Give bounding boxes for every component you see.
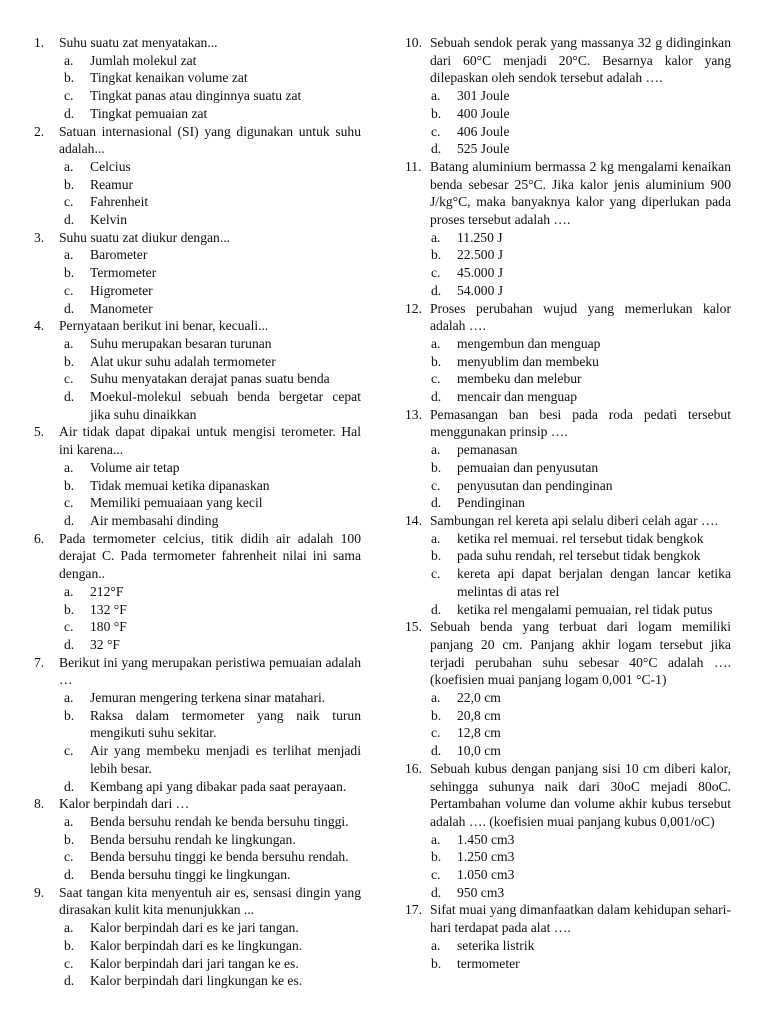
answer-option (405, 282, 731, 300)
answer-option (405, 742, 731, 760)
answer-options (405, 831, 731, 902)
option-letter: b. (64, 265, 75, 281)
option-letter: a. (64, 583, 74, 599)
question-item (34, 654, 361, 796)
option-text: 400 Joule (457, 105, 510, 121)
option-letter: c. (64, 88, 74, 104)
option-text: Air membasahi dinding (90, 512, 219, 528)
answer-option (405, 547, 731, 565)
question-number: 13. (405, 406, 422, 422)
answer-options (405, 87, 731, 158)
question-number: 5. (34, 424, 45, 440)
option-text: 54.000 J (457, 282, 504, 298)
answer-option (34, 353, 361, 371)
option-letter: c. (431, 566, 441, 582)
option-text: Fahrenheit (90, 194, 149, 210)
option-letter: a. (431, 690, 441, 706)
question-text: Satuan internasional (SI) yang digunakan untuk suhu adalah... (59, 123, 361, 157)
option-text: menyublim dan membeku (457, 353, 599, 369)
question-stem (34, 123, 361, 158)
answer-option (405, 370, 731, 388)
question-stem (405, 300, 731, 335)
option-text: Kelvin (90, 212, 127, 228)
question-item (34, 229, 361, 318)
question-item (405, 512, 731, 618)
option-text: Jumlah molekul zat (90, 52, 197, 68)
option-letter: c. (431, 725, 441, 741)
option-text: 11.250 J (457, 229, 503, 245)
question-stem (405, 901, 731, 936)
option-letter: c. (64, 282, 74, 298)
answer-options (34, 919, 361, 990)
question-text: Air tidak dapat dipakai untuk mengisi terometer. Hal ini karena... (59, 424, 361, 458)
option-text: Jemuran mengering terkena sinar matahari. (90, 690, 326, 706)
option-letter: b. (64, 353, 75, 369)
answer-options (34, 335, 361, 424)
option-text: 22,0 cm (457, 690, 501, 706)
option-letter: b. (431, 459, 442, 475)
option-letter: a. (431, 88, 441, 104)
answer-option (34, 636, 361, 654)
option-letter: b. (64, 831, 75, 847)
question-item (34, 423, 361, 529)
answer-option (34, 87, 361, 105)
answer-option (405, 105, 731, 123)
option-letter: d. (64, 636, 75, 652)
question-item (34, 317, 361, 423)
answer-option (34, 246, 361, 264)
option-letter: b. (431, 849, 442, 865)
option-text: Air yang membeku menjadi es terlihat menjadi lebih besar. (90, 743, 361, 776)
option-text: Tingkat kenaikan volume zat (90, 70, 248, 86)
option-letter: a. (64, 247, 74, 263)
answer-option (405, 494, 731, 512)
question-item (405, 618, 731, 760)
option-letter: c. (64, 849, 74, 865)
option-letter: d. (64, 778, 75, 794)
answer-options (34, 813, 361, 884)
answer-option (405, 565, 731, 600)
option-text: termometer (457, 955, 520, 971)
question-item (405, 901, 731, 972)
answer-option (405, 140, 731, 158)
answer-option (34, 707, 361, 742)
option-letter: d. (64, 867, 75, 883)
option-letter: c. (64, 194, 74, 210)
question-stem (34, 795, 361, 813)
question-stem (34, 317, 361, 335)
answer-options (405, 229, 731, 300)
option-text: Memiliki pemuaiaan yang kecil (90, 495, 263, 511)
option-text: Termometer (90, 265, 157, 281)
answer-option (34, 601, 361, 619)
question-stem (34, 34, 361, 52)
answer-option (34, 370, 361, 388)
option-letter: d. (431, 743, 442, 759)
option-letter: a. (431, 335, 441, 351)
question-stem (34, 654, 361, 689)
option-letter: d. (64, 973, 75, 989)
option-text: Tingkat pemuaian zat (90, 105, 208, 121)
answer-options (34, 583, 361, 654)
option-letter: a. (64, 813, 74, 829)
option-text: 180 °F (90, 619, 127, 635)
answer-option (34, 388, 361, 423)
answer-option (405, 689, 731, 707)
answer-option (34, 512, 361, 530)
answer-options (34, 689, 361, 795)
option-text: penyusutan dan pendinginan (457, 477, 613, 493)
option-letter: c. (64, 619, 74, 635)
question-stem (405, 158, 731, 229)
right-question-column (405, 34, 731, 972)
answer-option (34, 69, 361, 87)
option-text: Raksa dalam termometer yang naik turun mengikuti suhu sekitar. (90, 707, 361, 741)
option-letter: d. (64, 212, 75, 228)
option-letter: a. (431, 937, 441, 953)
option-letter: a. (64, 459, 74, 475)
question-number: 2. (34, 123, 45, 139)
question-item (34, 884, 361, 990)
option-text: Pendinginan (457, 495, 525, 511)
option-letter: b. (431, 353, 442, 369)
option-letter: d. (64, 389, 75, 405)
answer-options (34, 52, 361, 123)
answer-option (405, 477, 731, 495)
answer-options (34, 158, 361, 229)
answer-options (405, 530, 731, 619)
option-text: 10,0 cm (457, 743, 501, 759)
option-letter: d. (431, 884, 442, 900)
option-text: Manometer (90, 300, 153, 316)
question-text: Kalor berpindah dari … (59, 796, 190, 812)
question-number: 8. (34, 796, 45, 812)
option-letter: c. (431, 265, 441, 281)
option-text: Benda bersuhu tinggi ke benda bersuhu rendah. (90, 849, 349, 865)
answer-option (34, 618, 361, 636)
option-text: Benda bersuhu rendah ke benda bersuhu tinggi. (90, 813, 349, 829)
option-letter: d. (431, 389, 442, 405)
option-text: seterika listrik (457, 937, 535, 953)
question-text: Sebuah kubus dengan panjang sisi 10 cm diberi kalor, sehingga suhunya naik dari 30oC mejadi 80oC. Pertambahan volume dan volume akhir kubus tersebut adalah …. (koefisien muai panjang kubus 0,001/oC) (430, 760, 731, 829)
answer-option (34, 282, 361, 300)
answer-options (34, 459, 361, 530)
answer-options (34, 246, 361, 317)
option-text: Volume air tetap (90, 459, 180, 475)
option-text: Kalor berpindah dari es ke lingkungan. (90, 937, 303, 953)
option-text: 1.250 cm3 (457, 849, 515, 865)
left-question-column (34, 34, 361, 990)
option-letter: d. (64, 512, 75, 528)
option-text: Higrometer (90, 282, 153, 298)
option-text: mencair dan menguap (457, 389, 578, 405)
option-text: 45.000 J (457, 265, 504, 281)
option-text: 406 Joule (457, 123, 510, 139)
option-letter: b. (431, 247, 442, 263)
option-letter: b. (431, 955, 442, 971)
question-item (34, 530, 361, 654)
answer-option (405, 530, 731, 548)
option-letter: a. (64, 690, 74, 706)
question-text: Batang aluminium bermassa 2 kg mengalami kenaikan benda sebesar 25°C. Jika kalor jenis aluminium 900 J/kg°C, maka banyaknya kalor yang diperlukan pada proses tersebut adalah …. (430, 158, 731, 228)
option-letter: a. (431, 442, 441, 458)
answer-option (34, 866, 361, 884)
question-item (405, 34, 731, 158)
question-text: Pemasangan ban besi pada roda pedati tersebut menggunakan prinsip …. (430, 406, 731, 440)
option-letter: a. (64, 335, 74, 351)
question-stem (405, 760, 731, 831)
option-text: pemanasan (457, 442, 518, 458)
option-letter: a. (431, 530, 441, 546)
question-stem (405, 512, 731, 530)
option-letter: d. (431, 141, 442, 157)
question-text: Saat tangan kita menyentuh air es, sensasi dingin yang dirasakan kulit kita menunjukkan ... (59, 884, 361, 918)
answer-option (405, 246, 731, 264)
option-text: Benda bersuhu rendah ke lingkungan. (90, 831, 296, 847)
option-text: 20,8 cm (457, 707, 501, 723)
answer-option (34, 335, 361, 353)
option-text: kereta api dapat berjalan dengan lancar ketika melintas di atas rel (457, 566, 731, 599)
question-stem (34, 229, 361, 247)
answer-option (34, 848, 361, 866)
answer-options (405, 441, 731, 512)
question-number: 6. (34, 530, 45, 546)
question-text: Proses perubahan wujud yang memerlukan kalor adalah …. (430, 300, 731, 334)
answer-option (34, 52, 361, 70)
question-text: Pernyataan berikut ini benar, kecuali... (59, 318, 269, 334)
option-text: pemuaian dan penyusutan (457, 459, 599, 475)
question-item (405, 158, 731, 300)
answer-option (405, 335, 731, 353)
option-letter: a. (431, 831, 441, 847)
answer-option (34, 831, 361, 849)
question-stem (405, 406, 731, 441)
question-item (405, 406, 731, 512)
option-text: 1.050 cm3 (457, 867, 515, 883)
option-letter: d. (64, 105, 75, 121)
option-text: ketika rel mengalami pemuaian, rel tidak putus (457, 601, 713, 617)
answer-option (405, 441, 731, 459)
question-number: 4. (34, 318, 45, 334)
option-text: 32 °F (90, 636, 120, 652)
answer-option (405, 123, 731, 141)
answer-option (405, 831, 731, 849)
option-text: 12,8 cm (457, 725, 501, 741)
answer-option (34, 955, 361, 973)
option-letter: d. (64, 300, 75, 316)
answer-option (34, 937, 361, 955)
answer-option (34, 211, 361, 229)
question-stem (405, 34, 731, 87)
answer-option (34, 300, 361, 318)
option-letter: d. (431, 282, 442, 298)
question-number: 11. (405, 158, 422, 174)
option-text: Tingkat panas atau dinginnya suatu zat (90, 88, 302, 104)
option-text: Celcius (90, 158, 131, 174)
option-text: Kalor berpindah dari es ke jari tangan. (90, 920, 299, 936)
option-text: ketika rel memuai. rel tersebut tidak bengkok (457, 530, 704, 546)
option-text: 22.500 J (457, 247, 504, 263)
option-letter: d. (431, 601, 442, 617)
answer-option (405, 848, 731, 866)
answer-option (405, 724, 731, 742)
option-letter: d. (431, 495, 442, 511)
question-stem (34, 884, 361, 919)
option-text: 525 Joule (457, 141, 510, 157)
answer-option (405, 229, 731, 247)
option-letter: b. (431, 707, 442, 723)
answer-option (405, 264, 731, 282)
option-text: Suhu merupakan besaran turunan (90, 335, 272, 351)
answer-option (34, 972, 361, 990)
option-text: Barometer (90, 247, 148, 263)
question-item (405, 300, 731, 406)
option-text: 212°F (90, 583, 124, 599)
option-letter: b. (64, 477, 75, 493)
option-letter: b. (64, 937, 75, 953)
option-text: pada suhu rendah, rel tersebut tidak bengkok (457, 548, 701, 564)
option-letter: c. (431, 123, 441, 139)
answer-option (34, 813, 361, 831)
option-letter: c. (64, 955, 74, 971)
option-text: mengembun dan menguap (457, 335, 601, 351)
answer-option (405, 866, 731, 884)
question-number: 14. (405, 512, 422, 528)
answer-option (34, 689, 361, 707)
question-number: 12. (405, 300, 422, 316)
option-letter: b. (431, 548, 442, 564)
option-letter: c. (431, 867, 441, 883)
answer-option (405, 353, 731, 371)
question-text: Berikut ini yang merupakan peristiwa pemuaian adalah … (59, 654, 361, 688)
question-item (405, 760, 731, 902)
answer-option (405, 87, 731, 105)
answer-option (34, 264, 361, 282)
option-text: membeku dan melebur (457, 371, 582, 387)
answer-option (34, 105, 361, 123)
option-letter: c. (64, 371, 74, 387)
option-text: Kalor berpindah dari lingkungan ke es. (90, 973, 303, 989)
option-text: 132 °F (90, 601, 127, 617)
option-text: 950 cm3 (457, 884, 505, 900)
question-text: Suhu suatu zat menyatakan... (59, 35, 218, 50)
option-text: Benda bersuhu tinggi ke lingkungan. (90, 867, 291, 883)
option-text: Kalor berpindah dari jari tangan ke es. (90, 955, 299, 971)
answer-option (34, 459, 361, 477)
question-number: 7. (34, 654, 45, 670)
question-item (34, 123, 361, 229)
option-letter: b. (64, 707, 75, 723)
question-number: 17. (405, 902, 422, 918)
answer-option (34, 583, 361, 601)
answer-options (405, 335, 731, 406)
option-letter: c. (431, 371, 441, 387)
question-text: Sifat muai yang dimanfaatkan dalam kehidupan sehari-hari terdapat pada alat …. (430, 902, 731, 936)
question-stem (405, 618, 731, 689)
answer-option (34, 742, 361, 777)
option-letter: b. (64, 70, 75, 86)
option-letter: a. (64, 920, 74, 936)
answer-option (405, 955, 731, 973)
option-text: 301 Joule (457, 88, 510, 104)
option-text: Kembang api yang dibakar pada saat perayaan. (90, 778, 347, 794)
option-letter: b. (64, 176, 75, 192)
answer-option (34, 494, 361, 512)
question-text: Sebuah sendok perak yang massanya 32 g didinginkan dari 60°C menjadi 20°C. Besarnya kalor yang dilepaskan oleh sendok tersebut adalah …. (430, 35, 731, 86)
option-text: Moekul-molekul sebuah benda bergetar cepat jika suhu dinaikkan (90, 389, 361, 422)
answer-option (405, 707, 731, 725)
option-letter: a. (64, 158, 74, 174)
option-letter: b. (64, 601, 75, 617)
question-text: Suhu suatu zat diukur dengan... (59, 229, 231, 245)
question-number: 1. (34, 35, 45, 50)
answer-options (405, 937, 731, 972)
answer-option (34, 158, 361, 176)
question-item (34, 795, 361, 884)
option-letter: b. (431, 105, 442, 121)
answer-options (405, 689, 731, 760)
answer-option (405, 388, 731, 406)
answer-option (405, 884, 731, 902)
option-text: Suhu menyatakan derajat panas suatu benda (90, 371, 330, 387)
option-letter: a. (431, 229, 441, 245)
answer-option (34, 193, 361, 211)
option-text: 1.450 cm3 (457, 831, 515, 847)
question-number: 15. (405, 619, 422, 635)
question-stem (34, 530, 361, 583)
question-stem (34, 423, 361, 458)
answer-option (405, 459, 731, 477)
option-letter: c. (431, 477, 441, 493)
option-letter: c. (64, 743, 74, 759)
question-item (34, 34, 361, 123)
answer-option (405, 937, 731, 955)
option-text: Reamur (90, 176, 134, 192)
option-letter: c. (64, 495, 74, 511)
question-text: Sebuah benda yang terbuat dari logam memiliki panjang 20 cm. Panjang akhir logam tersebut jika terjadi perubahan suhu sebesar 40°C adalah …. (koefisien muai panjang logam 0,001 °C-1) (430, 619, 731, 688)
answer-option (34, 919, 361, 937)
answer-option (405, 601, 731, 619)
question-number: 16. (405, 760, 422, 776)
answer-option (34, 477, 361, 495)
question-number: 3. (34, 229, 45, 245)
answer-option (34, 176, 361, 194)
question-text: Sambungan rel kereta api selalu diberi celah agar …. (430, 512, 718, 528)
question-text: Pada termometer celcius, titik didih air adalah 100 derajat C. Pada termometer fahrenheit nilai ini sama dengan.. (59, 530, 361, 582)
answer-option (34, 778, 361, 796)
question-number: 9. (34, 884, 45, 900)
option-letter: a. (64, 52, 74, 68)
option-text: Tidak memuai ketika dipanaskan (90, 477, 270, 493)
option-text: Alat ukur suhu adalah termometer (90, 353, 276, 369)
question-number: 10. (405, 35, 422, 50)
